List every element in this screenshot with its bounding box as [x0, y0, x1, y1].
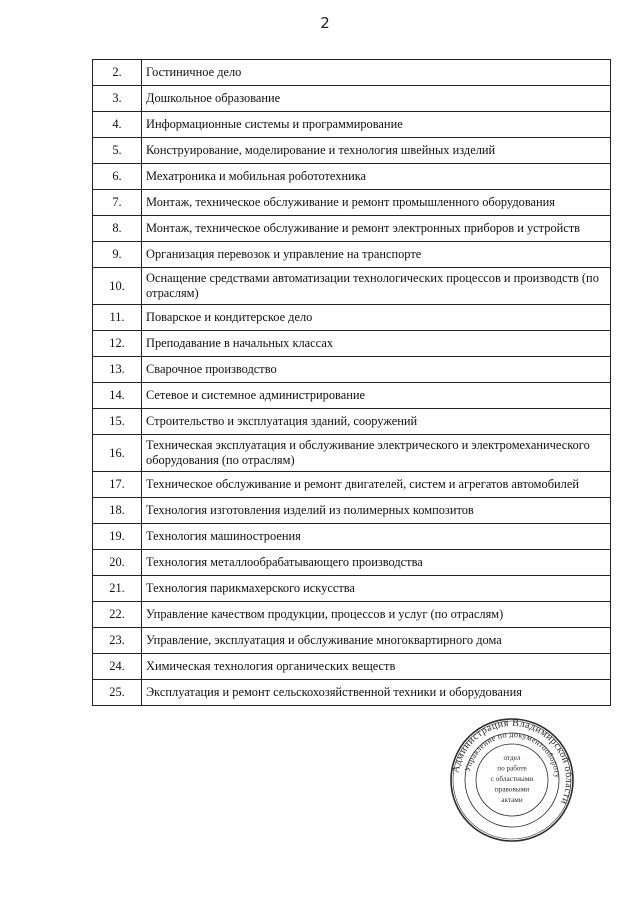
seal-center-text	[491, 754, 533, 804]
row-number: 2.	[93, 60, 142, 86]
row-number: 15.	[93, 409, 142, 435]
row-number: 22.	[93, 602, 142, 628]
row-number: 14.	[93, 383, 142, 409]
row-number: 24.	[93, 654, 142, 680]
row-number: 3.	[93, 86, 142, 112]
table-row	[93, 628, 611, 654]
table-row	[93, 305, 611, 331]
table-row	[93, 383, 611, 409]
table-row	[93, 680, 611, 706]
table-row	[93, 654, 611, 680]
table-row	[93, 242, 611, 268]
table-row	[93, 216, 611, 242]
program-name: Строительство и эксплуатация зданий, сооружений	[142, 409, 611, 435]
table-row	[93, 112, 611, 138]
program-name: Монтаж, техническое обслуживание и ремонт промышленного оборудования	[142, 190, 611, 216]
seal-inner-text: Управление по документообороту	[462, 729, 562, 779]
program-name: Технология парикмахерского искусства	[142, 576, 611, 602]
programs-table-body	[93, 60, 611, 706]
program-name: Техническое обслуживание и ремонт двигателей, систем и агрегатов автомобилей	[142, 472, 611, 498]
seal-center-line: актами	[501, 796, 523, 804]
table-row	[93, 409, 611, 435]
program-name: Информационные системы и программирование	[142, 112, 611, 138]
row-number: 20.	[93, 550, 142, 576]
row-number: 16.	[93, 435, 142, 472]
table-row	[93, 164, 611, 190]
official-seal	[448, 716, 576, 844]
row-number: 10.	[93, 268, 142, 305]
row-number: 25.	[93, 680, 142, 706]
program-name: Сетевое и системное администрирование	[142, 383, 611, 409]
program-name: Преподавание в начальных классах	[142, 331, 611, 357]
table-row	[93, 550, 611, 576]
program-name: Технология металлообрабатывающего производства	[142, 550, 611, 576]
seal-center-line: отдел	[503, 754, 521, 762]
program-name: Управление, эксплуатация и обслуживание многоквартирного дома	[142, 628, 611, 654]
row-number: 7.	[93, 190, 142, 216]
table-row	[93, 268, 611, 305]
program-name: Конструирование, моделирование и технология швейных изделий	[142, 138, 611, 164]
program-name: Технология машиностроения	[142, 524, 611, 550]
row-number: 19.	[93, 524, 142, 550]
program-name: Сварочное производство	[142, 357, 611, 383]
program-name: Организация перевозок и управление на транспорте	[142, 242, 611, 268]
row-number: 9.	[93, 242, 142, 268]
table-row	[93, 60, 611, 86]
table-row	[93, 138, 611, 164]
seal-center-line: правовыми	[494, 785, 530, 794]
table-row	[93, 576, 611, 602]
table-row	[93, 498, 611, 524]
program-name: Дошкольное образование	[142, 86, 611, 112]
table-row	[93, 357, 611, 383]
row-number: 17.	[93, 472, 142, 498]
page-number: 2	[320, 14, 330, 32]
row-number: 13.	[93, 357, 142, 383]
row-number: 12.	[93, 331, 142, 357]
table-row	[93, 602, 611, 628]
program-name: Монтаж, техническое обслуживание и ремонт электронных приборов и устройств	[142, 216, 611, 242]
program-name: Управление качеством продукции, процессов и услуг (по отраслям)	[142, 602, 611, 628]
table-row	[93, 472, 611, 498]
table-row	[93, 190, 611, 216]
program-name: Химическая технология органических веществ	[142, 654, 611, 680]
programs-table	[92, 59, 611, 706]
program-name: Поварское и кондитерское дело	[142, 305, 611, 331]
seal-outer-text: Администрация Владимирской области	[450, 717, 575, 807]
seal-center-line: по работе	[497, 764, 527, 773]
program-name: Техническая эксплуатация и обслуживание электрического и электромеханического оборудования (по отраслям)	[142, 435, 611, 472]
table-row	[93, 435, 611, 472]
row-number: 23.	[93, 628, 142, 654]
program-name: Технология изготовления изделий из полимерных композитов	[142, 498, 611, 524]
table-row	[93, 331, 611, 357]
row-number: 5.	[93, 138, 142, 164]
table-row	[93, 524, 611, 550]
row-number: 18.	[93, 498, 142, 524]
table-row	[93, 86, 611, 112]
row-number: 11.	[93, 305, 142, 331]
program-name: Эксплуатация и ремонт сельскохозяйственной техники и оборудования	[142, 680, 611, 706]
program-name: Оснащение средствами автоматизации технологических процессов и производств (по отраслям)	[142, 268, 611, 305]
program-name: Мехатроника и мобильная робототехника	[142, 164, 611, 190]
row-number: 4.	[93, 112, 142, 138]
program-name: Гостиничное дело	[142, 60, 611, 86]
row-number: 8.	[93, 216, 142, 242]
seal-graphic	[448, 716, 576, 844]
row-number: 6.	[93, 164, 142, 190]
row-number: 21.	[93, 576, 142, 602]
seal-center-line: с областными	[490, 775, 534, 783]
